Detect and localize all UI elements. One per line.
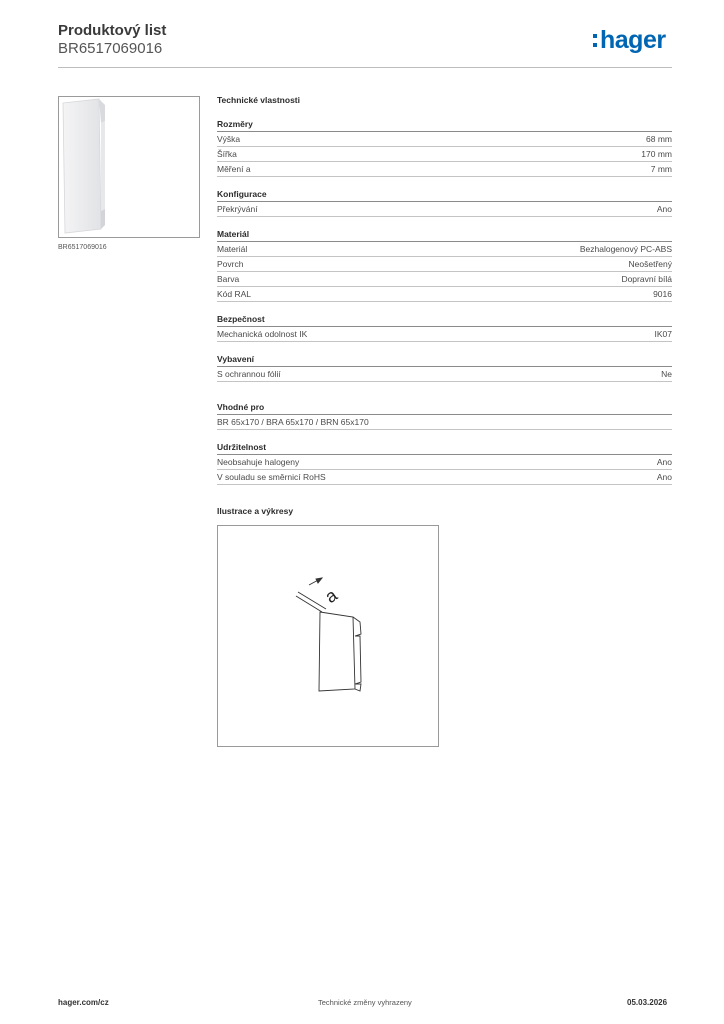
spec-group (217, 402, 672, 430)
spec-group (217, 189, 672, 217)
spec-label: V souladu se směrnicí RoHS (217, 472, 326, 482)
page-title: Produktový list (58, 22, 167, 39)
spec-label: Šířka (217, 149, 237, 159)
spec-group-title: Vybavení (217, 354, 672, 367)
spec-row (217, 455, 672, 470)
spec-row (217, 202, 672, 217)
spec-group-title: Konfigurace (217, 189, 672, 202)
spec-value: Dopravní bílá (621, 274, 672, 284)
spec-group (217, 314, 672, 342)
product-image (58, 96, 200, 238)
spec-row (217, 132, 672, 147)
spec-label: Měření a (217, 164, 251, 174)
arrow-head (316, 578, 322, 583)
footer-date: 05.03.2026 (627, 998, 668, 1007)
spec-row (217, 415, 672, 430)
specifications (217, 95, 672, 497)
spec-group-title: Vhodné pro (217, 402, 672, 415)
product-end-cap-icon (59, 97, 199, 237)
spec-label: Kód RAL (217, 289, 252, 299)
spec-label: Barva (217, 274, 240, 284)
logo-dots-icon (593, 32, 599, 48)
spec-label: Výška (217, 134, 241, 144)
spec-group-title: Udržitelnost (217, 442, 672, 455)
spec-label: Materiál (217, 244, 248, 254)
spec-value: IK07 (654, 329, 672, 339)
dimension-label-a: a (321, 584, 341, 608)
spec-value: 68 mm (646, 134, 672, 144)
spec-value: Ano (656, 204, 672, 214)
end-cap-front (319, 612, 355, 691)
spec-row (217, 272, 672, 287)
spec-row (217, 287, 672, 302)
spec-spacer (217, 394, 672, 402)
spec-row (217, 257, 672, 272)
end-cap-side-middle (355, 636, 361, 684)
spec-row (217, 242, 672, 257)
end-cap-side-bottom (355, 684, 361, 691)
footer-notice: Technické změny vyhrazeny (318, 998, 412, 1007)
spec-group-title: Materiál (217, 229, 672, 242)
spec-group (217, 229, 672, 302)
spec-group (217, 354, 672, 382)
spec-value: Neošetřený (628, 259, 672, 269)
spec-label: Povrch (217, 259, 244, 269)
spec-value: Bezhalogenový PC-ABS (579, 244, 672, 254)
hager-logo (593, 28, 666, 53)
extension-line-top (298, 592, 326, 609)
spec-value: 9016 (653, 289, 672, 299)
spec-value: Ne (661, 369, 672, 379)
spec-row (217, 147, 672, 162)
spec-group-title: Bezpečnost (217, 314, 672, 327)
product-code: BR6517069016 (58, 40, 163, 57)
footer-website: hager.com/cz (58, 998, 109, 1007)
spec-group (217, 119, 672, 177)
spec-group (217, 442, 672, 485)
spec-value: Ano (656, 457, 672, 467)
spec-value: Ano (656, 472, 672, 482)
spec-row (217, 162, 672, 177)
logo-text: hager (600, 26, 666, 54)
spec-label: Mechanická odolnost IK (217, 329, 308, 339)
spec-label: Neobsahuje halogeny (217, 457, 300, 467)
spec-value: 7 mm (650, 164, 672, 174)
header-divider (58, 67, 672, 68)
spec-label: BR 65x170 / BRA 65x170 / BRN 65x170 (217, 417, 369, 427)
spec-row (217, 327, 672, 342)
specifications-heading: Technické vlastnosti (217, 95, 300, 105)
spec-label: Překrývání (217, 204, 258, 214)
spec-value: 170 mm (641, 149, 672, 159)
spec-group-title: Rozměry (217, 119, 672, 132)
end-cap-side-top (353, 617, 361, 636)
technical-drawing (217, 525, 439, 747)
spec-label: S ochrannou fólií (217, 369, 281, 379)
illustrations-heading: Ilustrace a výkresy (217, 506, 294, 516)
spec-row (217, 367, 672, 382)
dimension-drawing (218, 526, 438, 746)
spec-row (217, 470, 672, 485)
product-image-caption: BR6517069016 (58, 244, 107, 251)
